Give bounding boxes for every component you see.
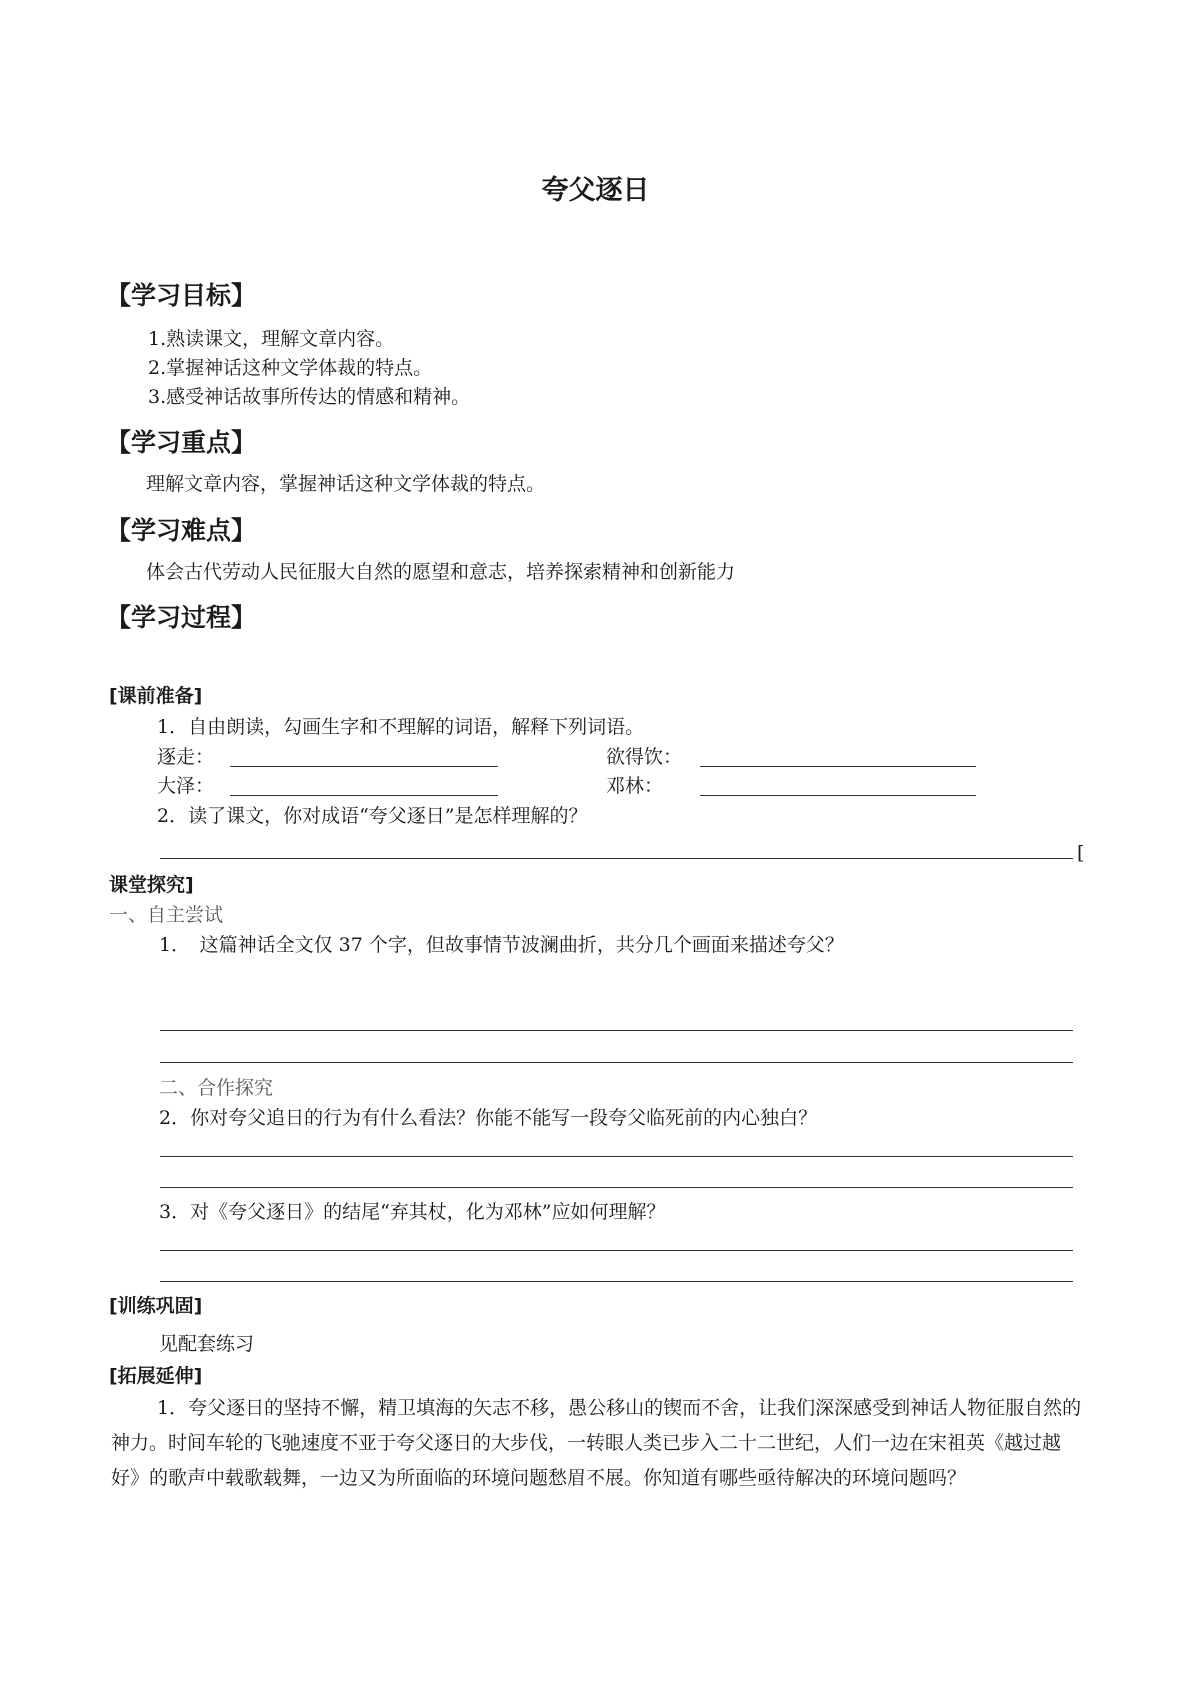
explore-question-2: 2．你对夸父追日的行为有什么看法？你能不能写一段夸父临死前的内心独白？ xyxy=(159,1107,818,1129)
extend-paragraph: 1．夸父逐日的坚持不懈，精卫填海的矢志不移，愚公移山的锲而不舍，让我们深深感受到神话人物征服自然的神力。时间车轮的飞驰速度不亚于夸父逐日的大步伐，一转眼人类已步入二十二世纪，人们一边在宋祖英《越过越好》的歌声中载歌载舞，一边又为所面临的环境问题愁眉不展。你知道有哪些亟待解决的环境问题吗？ xyxy=(111,1397,1082,1489)
focus-text: 理解文章内容，掌握神话这种文学体裁的特点。 xyxy=(146,473,546,495)
section-heading-process: 【学习过程】 xyxy=(106,603,257,632)
answer-line xyxy=(230,795,498,796)
answer-line xyxy=(160,1062,1073,1063)
section-heading-difficulty: 【学习难点】 xyxy=(106,516,257,545)
goal-item: 2.掌握神话这种文学体裁的特点。 xyxy=(148,357,433,379)
bracket-mark: [ xyxy=(1077,842,1085,864)
explore-heading: 课堂探究] xyxy=(109,874,194,896)
answer-line xyxy=(160,1250,1073,1251)
answer-line xyxy=(230,766,498,767)
answer-line xyxy=(700,795,976,796)
answer-line xyxy=(700,766,976,767)
answer-line xyxy=(160,1030,1073,1031)
explore-part-1: 一、自主尝试 xyxy=(109,904,224,926)
explore-question-3: 3．对《夸父逐日》的结尾“弃其杖，化为邓林”应如何理解？ xyxy=(159,1201,666,1223)
practice-heading: [训练巩固] xyxy=(109,1295,203,1317)
explore-question-1: 1． 这篇神话全文仅 37 个字，但故事情节波澜曲折，共分几个画面来描述夸父？ xyxy=(159,934,844,956)
extend-heading: [拓展延伸] xyxy=(109,1365,203,1387)
answer-line xyxy=(160,1281,1073,1282)
prep-question-1: 1．自由朗读，勾画生字和不理解的词语，解释下列词语。 xyxy=(157,716,645,738)
word-label: 逐走： xyxy=(157,746,215,768)
practice-text: 见配套练习 xyxy=(159,1333,255,1355)
section-heading-goals: 【学习目标】 xyxy=(106,281,257,310)
answer-line xyxy=(160,858,1073,859)
word-label: 大泽： xyxy=(157,775,215,797)
answer-line xyxy=(160,1187,1073,1188)
goal-item: 3.感受神话故事所传达的情感和精神。 xyxy=(148,386,471,408)
prep-heading: [课前准备] xyxy=(109,685,203,707)
explore-part-2: 二、合作探究 xyxy=(159,1077,274,1099)
goal-item: 1.熟读课文，理解文章内容。 xyxy=(148,328,395,350)
page-title: 夸父逐日 xyxy=(541,175,650,206)
section-heading-focus: 【学习重点】 xyxy=(106,428,257,457)
word-label: 欲得饮： xyxy=(606,746,683,768)
difficulty-text: 体会古代劳动人民征服大自然的愿望和意志，培养探索精神和创新能力 xyxy=(146,561,736,583)
answer-line xyxy=(160,1156,1073,1157)
word-label: 邓林： xyxy=(606,775,664,797)
prep-question-2: 2．读了课文，你对成语“夸父逐日”是怎样理解的？ xyxy=(157,805,588,827)
